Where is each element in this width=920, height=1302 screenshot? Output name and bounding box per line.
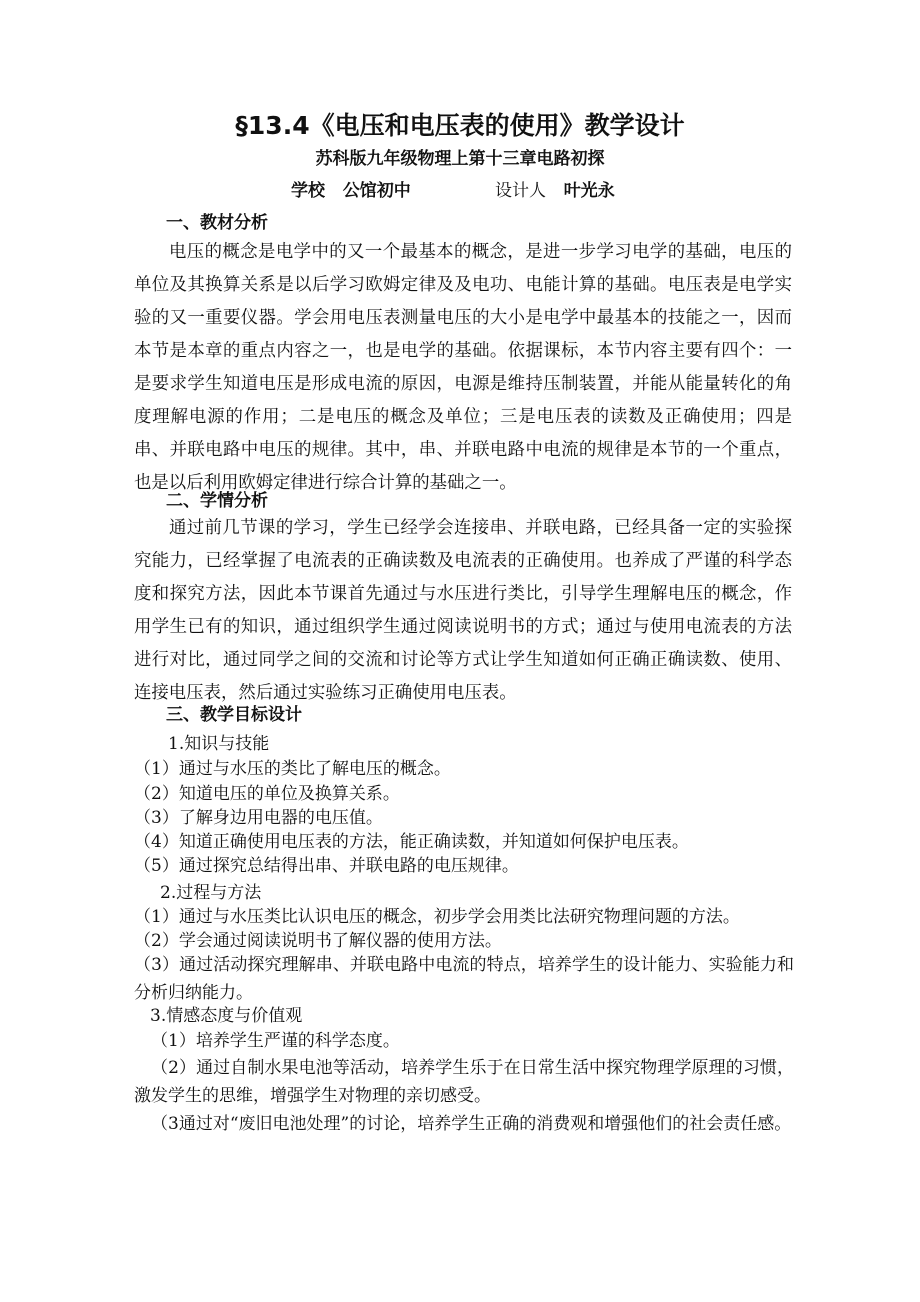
section-paragraph: 电压的概念是电学中的又一个最基本的概念，是进一步学习电学的基础，电压的单位及其换算关系是以后学习欧姆定律及及电功、电能计算的基础。电压表是电学实验的又一重要仪器。学会用电压表测量电压的大小是电学中最基本的技能之一，因而本节是本章的重点内容之一，也是电学的基础。依据课标，本节内容主要有四个：一是要求学生知道电压是形成电流的原因，电源是维持压制装置，并能从能量转化的角度理解电源的作用；二是电压的概念及单位；三是电压表的读数及正确使用；四是串、并联电路中电压的规律。其中，串、并联电路中电流的规律是本节的一个重点，也是以后利用欧姆定律进行综合计算的基础之一。 <box>134 242 792 493</box>
goal-item: （3）通过活动探究理解串、并联电路中电流的特点，培养学生的设计能力、实验能力和分析归纳能力。 <box>134 955 794 1003</box>
goal-item: （2）通过自制水果电池等活动，培养学生乐于在日常生活中探究物理学原理的习惯，激发学生的思维，增强学生对物理的亲切感受。 <box>134 1058 794 1106</box>
school-label: 学校 <box>291 181 325 201</box>
page-title: §13.4《电压和电压表的使用》教学设计 <box>235 111 685 140</box>
goal-item: （1）通过与水压的类比了解电压的概念。 <box>134 759 451 779</box>
goal-item: （3）了解身边用电器的电压值。 <box>134 808 383 828</box>
goal-item: （2）知道电压的单位及换算关系。 <box>134 784 400 804</box>
goal-group-label: 3.情感态度与价值观 <box>150 1006 303 1026</box>
goal-group-label: 1.知识与技能 <box>168 734 270 754</box>
goal-item: （1）培养学生严谨的科学态度。 <box>151 1031 400 1051</box>
section-heading: 一、教材分析 <box>166 213 268 233</box>
goal-item: （5）通过探究总结得出串、并联电路的电压规律。 <box>134 856 519 876</box>
goal-item: （1）通过与水压类比认识电压的概念，初步学会用类比法研究物理问题的方法。 <box>134 907 740 927</box>
goal-item: （3通过对“废旧电池处理”的讨论，培养学生正确的消费观和增强他们的社会责任感。 <box>151 1114 792 1134</box>
school-name: 公馆初中 <box>342 181 411 201</box>
section-heading: 三、教学目标设计 <box>166 705 302 725</box>
designer-name: 叶光永 <box>563 181 615 201</box>
designer-label: 设计人 <box>495 181 546 201</box>
section-paragraph: 通过前几节课的学习，学生已经学会连接串、并联电路，已经具备一定的实验探究能力，已经掌握了电流表的正确读数及电流表的正确使用。也养成了严谨的科学态度和探究方法，因此本节课首先通过与水压进行类比，引导学生理解电压的概念，作用学生已有的知识，通过组织学生通过阅读说明书的方式；通过与使用电流表的方法进行对比，通过同学之间的交流和讨论等方式让学生知道如何正确正确读数、使用、连接电压表，然后通过实验练习正确使用电压表。 <box>134 518 792 703</box>
designer-info <box>495 178 615 204</box>
page-subtitle: 苏科版九年级物理上第十三章电路初探 <box>315 149 605 169</box>
author-line <box>0 178 920 204</box>
section-heading: 二、学情分析 <box>166 491 268 511</box>
goal-item: （4）知道正确使用电压表的方法，能正确读数，并知道如何保护电压表。 <box>134 832 689 852</box>
goal-group-label: 2.过程与方法 <box>160 883 262 903</box>
school-info <box>291 178 411 204</box>
goal-item: （2）学会通过阅读说明书了解仪器的使用方法。 <box>134 931 502 951</box>
